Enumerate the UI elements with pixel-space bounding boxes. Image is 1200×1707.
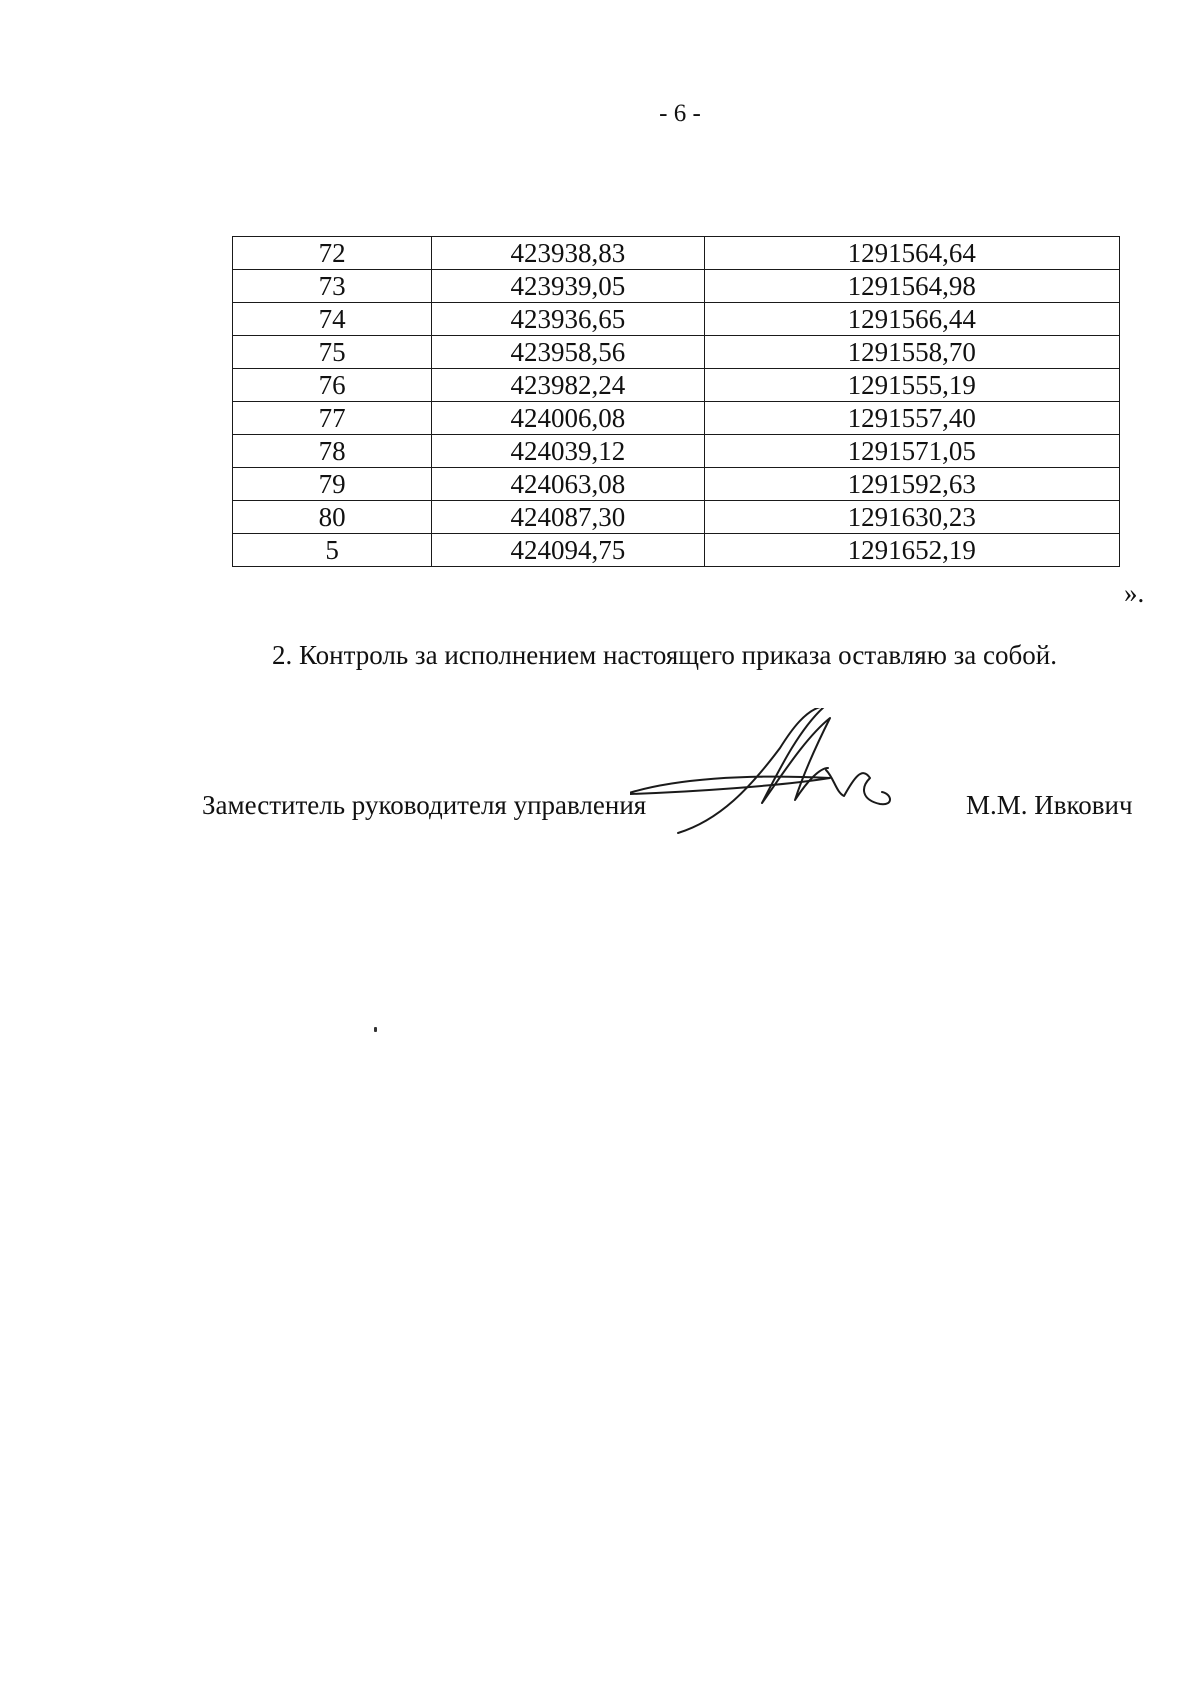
y-coordinate-cell: 1291566,44: [704, 303, 1119, 336]
y-coordinate-cell: 1291630,23: [704, 501, 1119, 534]
table-row: [233, 336, 1120, 369]
clause-2-text: 2. Контроль за исполнением настоящего приказа оставляю за собой.: [272, 640, 1057, 670]
point-number-cell: 5: [233, 534, 432, 567]
handwritten-signature: [630, 708, 950, 843]
y-coordinate-cell: 1291558,70: [704, 336, 1119, 369]
coordinates-table-body: [233, 237, 1120, 567]
y-coordinate-cell: 1291564,98: [704, 270, 1119, 303]
signature-stroke-tail: [826, 770, 890, 804]
table-row: [233, 468, 1120, 501]
y-coordinate-cell: 1291571,05: [704, 435, 1119, 468]
point-number-cell: 80: [233, 501, 432, 534]
scan-speck: [374, 1027, 377, 1032]
x-coordinate-cell: 424087,30: [432, 501, 704, 534]
y-coordinate-cell: 1291555,19: [704, 369, 1119, 402]
point-number-cell: 73: [233, 270, 432, 303]
point-number-cell: 75: [233, 336, 432, 369]
x-coordinate-cell: 423936,65: [432, 303, 704, 336]
table-row: [233, 402, 1120, 435]
x-coordinate-cell: 423939,05: [432, 270, 704, 303]
table-row: [233, 303, 1120, 336]
y-coordinate-cell: 1291592,63: [704, 468, 1119, 501]
point-number-cell: 79: [233, 468, 432, 501]
y-coordinate-cell: 1291557,40: [704, 402, 1119, 435]
point-number-cell: 72: [233, 237, 432, 270]
point-number-cell: 78: [233, 435, 432, 468]
x-coordinate-cell: 424006,08: [432, 402, 704, 435]
table-row: [233, 369, 1120, 402]
table-row: [233, 237, 1120, 270]
closing-quote: ».: [1124, 578, 1145, 608]
x-coordinate-cell: 423938,83: [432, 237, 704, 270]
table-row: [233, 270, 1120, 303]
y-coordinate-cell: 1291564,64: [704, 237, 1119, 270]
signature-stroke-main: [678, 708, 830, 833]
table-row: [233, 435, 1120, 468]
point-number-cell: 76: [233, 369, 432, 402]
coordinates-table: [232, 236, 1120, 567]
x-coordinate-cell: 423958,56: [432, 336, 704, 369]
x-coordinate-cell: 424063,08: [432, 468, 704, 501]
signatory-position: Заместитель руководителя управления: [202, 790, 647, 820]
x-coordinate-cell: 423982,24: [432, 369, 704, 402]
x-coordinate-cell: 424094,75: [432, 534, 704, 567]
point-number-cell: 74: [233, 303, 432, 336]
y-coordinate-cell: 1291652,19: [704, 534, 1119, 567]
point-number-cell: 77: [233, 402, 432, 435]
table-row: [233, 501, 1120, 534]
table-row: [233, 534, 1120, 567]
page-number: - 6 -: [659, 100, 701, 127]
x-coordinate-cell: 424039,12: [432, 435, 704, 468]
signatory-name: М.М. Ивкович: [966, 790, 1133, 820]
